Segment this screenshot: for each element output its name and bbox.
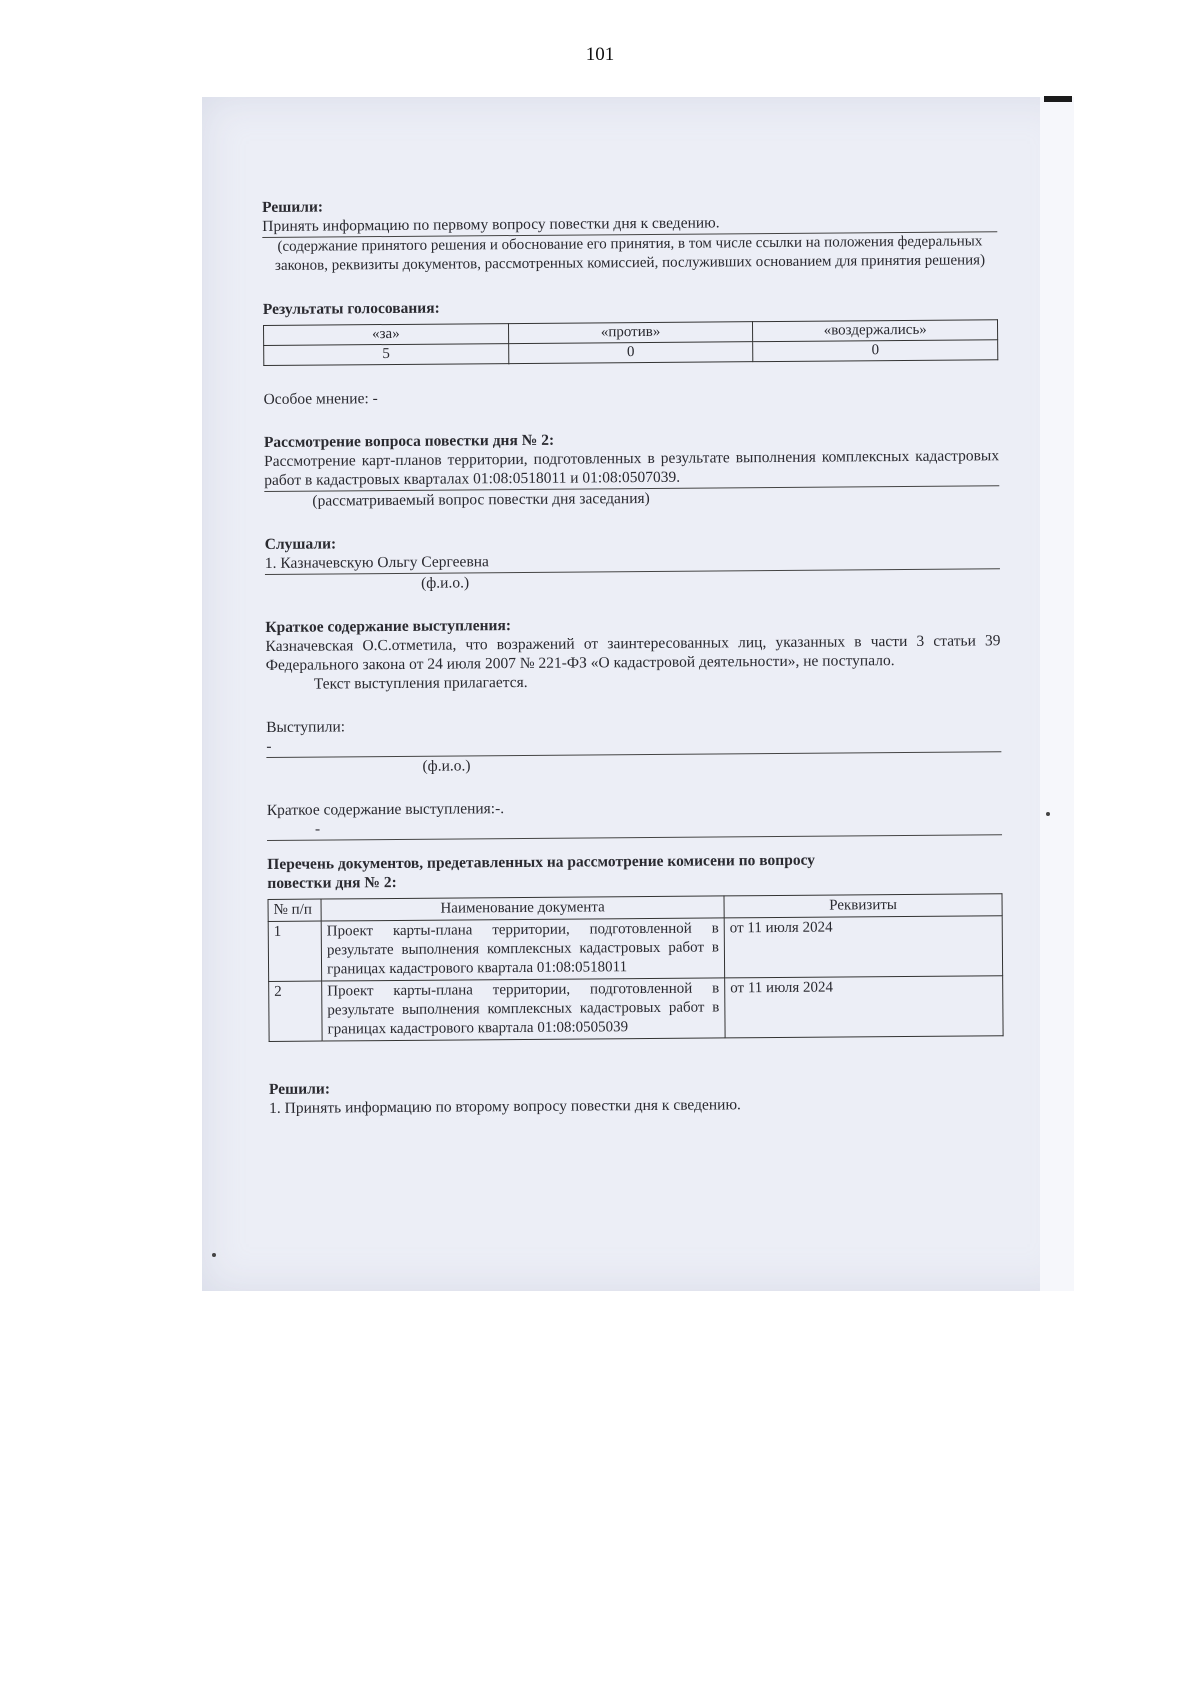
document-details: от 11 июля 2024	[725, 976, 1003, 1038]
documents-table	[268, 893, 1004, 1042]
voting-header-for: «за»	[264, 324, 509, 346]
documents-heading: Перечень документов, предетавленных на рассмотрение комисени по вопросу повестки дня № 2:	[267, 851, 816, 892]
scan-speck	[1046, 812, 1050, 816]
documents-header-name: Наименование документа	[321, 896, 724, 921]
spoke-hint: (ф.и.о.)	[422, 757, 471, 775]
table-row	[269, 976, 1003, 1042]
question2-text: Рассмотрение карт-планов территории, подготовленных в результате выполнения комплексных кадастровых работ в кадастровых кварталах 01:08:0518011 и 01:08:0507039.	[264, 446, 999, 492]
voting-heading: Результаты голосования:	[262, 299, 440, 318]
document-num: 1	[268, 921, 321, 981]
speech-attached-note: Текст выступления прилагается.	[313, 673, 528, 693]
documents-header-num: № п/п	[268, 899, 321, 921]
table-row	[268, 916, 1002, 982]
scan-edge-mark	[1044, 96, 1072, 102]
document-details: от 11 июля 2024	[724, 916, 1002, 978]
scan-speck	[212, 1253, 216, 1257]
document-body	[262, 192, 1004, 1118]
document-name: Проект карты-плана территории, подготовленной в результате выполнения комплексных кадастровых работ в границах кадастрового квартала 01:08:0505039	[322, 978, 725, 1041]
voting-header-abstained: «воздержались»	[753, 320, 998, 342]
special-opinion: Особое мнение: -	[263, 390, 378, 408]
page-number: 101	[585, 44, 615, 65]
final-decision-text: 1. Принять информацию по второму вопросу повестки дня к сведению.	[269, 1096, 741, 1117]
speech-summary-heading: Краткое содержание выступления:	[265, 617, 512, 636]
speech-summary2-heading: Краткое содержание выступления:-.	[266, 800, 505, 819]
decision-hint: (содержание принятого решения и обоснование его принятия, в том числе ссылки на положения федеральных законов, реквизиты документов, рассмотренных комиссией, послуживших основанием для принятия решения)	[274, 233, 986, 274]
speech-summary2-value: -	[267, 814, 1002, 841]
spoke-value: -	[266, 731, 1001, 758]
question2-heading: Рассмотрение вопроса повестки дня № 2:	[263, 431, 555, 451]
voting-value-abstained: 0	[753, 340, 998, 362]
heard-hint: (ф.и.о.)	[420, 574, 470, 592]
document-name: Проект карты-плана территории, подготовленной в результате выполнения комплексных кадастровых работ в границах кадастрового квартала 01:08:0518011	[321, 918, 724, 981]
voting-value-for: 5	[264, 344, 509, 366]
voting-value-against: 0	[508, 342, 753, 364]
speech-summary-text: Казначевская О.С.отметила, что возражений от заинтересованных лиц, указанных в части 3 статьи 39 Федерального закона от 24 июля 2007 № 221-ФЗ «О кадастровой деятельности», не поступало.	[265, 632, 1001, 674]
voting-header-against: «против»	[508, 322, 753, 344]
question2-hint: (рассматриваемый вопрос повестки дня заседания)	[312, 489, 650, 510]
document-num: 2	[269, 981, 322, 1041]
heard-heading: Слушали:	[264, 535, 337, 553]
decision-text: Принять информацию по первому вопросу повестки дня к сведению.	[262, 211, 997, 238]
final-decision-heading: Решили:	[268, 1080, 331, 1098]
heard-person: 1. Казначевскую Ольгу Сергеевна	[265, 548, 1000, 575]
voting-table	[263, 319, 998, 366]
scan-edge	[1040, 97, 1074, 1291]
decision-heading: Решили:	[262, 198, 324, 216]
documents-header-details: Реквизиты	[724, 894, 1002, 918]
spoke-heading: Выступили:	[266, 718, 346, 736]
